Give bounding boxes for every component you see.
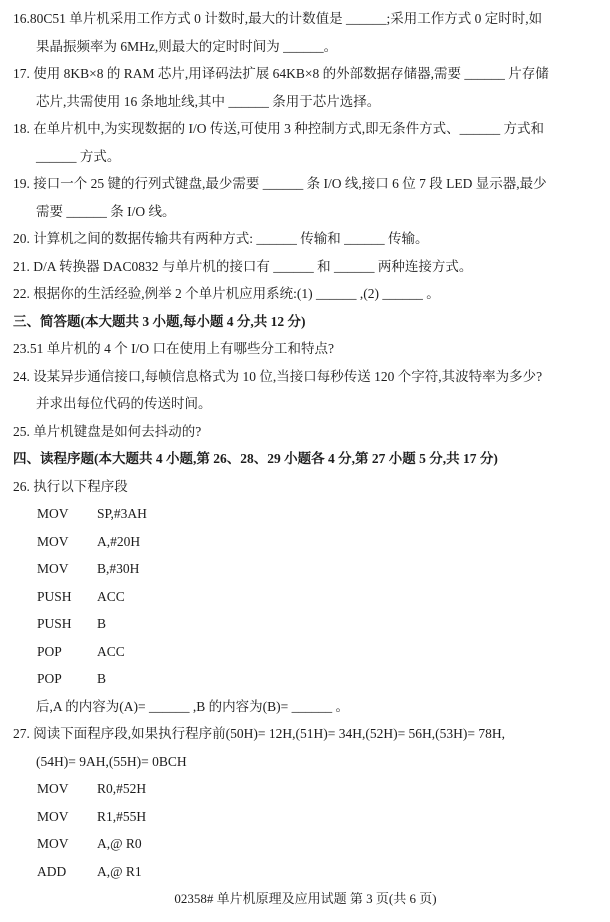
- opcode: MOV: [37, 781, 69, 796]
- code-line-26-7: [13, 665, 598, 693]
- opcode: POP: [37, 671, 62, 686]
- question-27-line-1: 27. 阅读下面程序段,如果执行程序前(50H)= 12H,(51H)= 34H,(52H)= 56H,(53H)= 78H,: [13, 726, 506, 741]
- opcode: POP: [37, 643, 62, 659]
- question-24-line-2: 并求出每位代码的传送时间。: [36, 396, 212, 411]
- question-26-result: 后,A 的内容为(A)= ______ ,B 的内容为(B)= ______ 。: [36, 698, 349, 714]
- opcode: MOV: [37, 836, 69, 851]
- code-line-26-2: [13, 528, 598, 556]
- question-22: 22. 根据你的生活经验,例举 2 个单片机应用系统:(1) ______ ,(2) ______ 。: [13, 286, 440, 301]
- opcode: PUSH: [37, 588, 72, 604]
- question-16-line-2: 果晶振频率为 6MHz,则最大的定时时间为 ______。: [36, 38, 338, 54]
- question-19-line-1: 19. 接口一个 25 键的行列式键盘,最少需要 ______ 条 I/O 线,接口 6 位 7 段 LED 显示器,最少: [13, 176, 547, 191]
- operand: SP,#3AH: [97, 506, 147, 521]
- operand: B,#30H: [97, 561, 140, 576]
- question-21: 21. D/A 转换器 DAC0832 与单片机的接口有 ______ 和 ______ 两种连接方式。: [13, 258, 473, 274]
- operand: B: [97, 616, 107, 631]
- question-18-line-1: 18. 在单片机中,为实现数据的 I/O 传送,可使用 3 种控制方式,即无条件方式、______ 方式和: [13, 121, 544, 136]
- operand: R0,#52H: [97, 781, 147, 796]
- code-line-26-3: [13, 555, 598, 583]
- opcode: MOV: [37, 506, 69, 521]
- question-24-line-1: 24. 设某异步通信接口,每帧信息格式为 10 位,当接口每秒传送 120 个字符,其波特率为多少?: [13, 368, 543, 384]
- operand: ACC: [97, 643, 125, 659]
- question-18-line-2: ______ 方式。: [36, 148, 121, 164]
- operand: ACC: [97, 588, 125, 604]
- question-27-line-2: (54H)= 9AH,(55H)= 0BCH: [36, 753, 187, 769]
- question-16-line-1: 16.80C51 单片机采用工作方式 0 计数时,最大的计数值是 ______;采用工作方式 0 定时时,如: [13, 11, 543, 26]
- question-25: 25. 单片机键盘是如何去抖动的?: [13, 423, 202, 439]
- code-line-27-2: [13, 803, 598, 831]
- opcode: PUSH: [37, 616, 72, 631]
- code-line-27-1: [13, 775, 598, 803]
- code-line-26-6: [13, 638, 598, 666]
- code-line-27-3: [13, 830, 598, 858]
- code-line-27-4: [13, 858, 598, 886]
- question-17-line-2: 芯片,共需使用 16 条地址线,其中 ______ 条用于芯片选择。: [36, 93, 381, 109]
- operand: A,@ R1: [97, 863, 142, 879]
- operand: B: [97, 671, 107, 686]
- question-23: 23.51 单片机的 4 个 I/O 口在使用上有哪些分工和特点?: [13, 341, 334, 356]
- question-26-intro: 26. 执行以下程序段: [13, 478, 128, 494]
- operand: A,#20H: [97, 533, 141, 549]
- operand: R1,#55H: [97, 808, 147, 824]
- code-line-26-4: [13, 583, 598, 611]
- section-3-heading: 三、简答题(本大题共 3 小题,每小题 4 分,共 12 分): [13, 313, 306, 329]
- question-17-line-1: 17. 使用 8KB×8 的 RAM 芯片,用译码法扩展 64KB×8 的外部数据存储器,需要 ______ 片存储: [13, 66, 549, 81]
- opcode: MOV: [37, 533, 69, 549]
- code-line-26-5: [13, 610, 598, 638]
- page-footer: 02358# 单片机原理及应用试题 第 3 页(共 6 页): [174, 891, 437, 906]
- question-19-line-2: 需要 ______ 条 I/O 线。: [36, 203, 176, 219]
- opcode: MOV: [37, 808, 69, 824]
- opcode: ADD: [37, 863, 67, 879]
- section-4-heading: 四、读程序题(本大题共 4 小题,第 26、28、29 小题各 4 分,第 27 小题 5 分,共 17 分): [13, 451, 498, 466]
- question-20: 20. 计算机之间的数据传输共有两种方式: ______ 传输和 ______ 传输。: [13, 231, 429, 246]
- code-line-26-1: [13, 500, 598, 528]
- operand: A,@ R0: [97, 836, 142, 851]
- opcode: MOV: [37, 561, 69, 576]
